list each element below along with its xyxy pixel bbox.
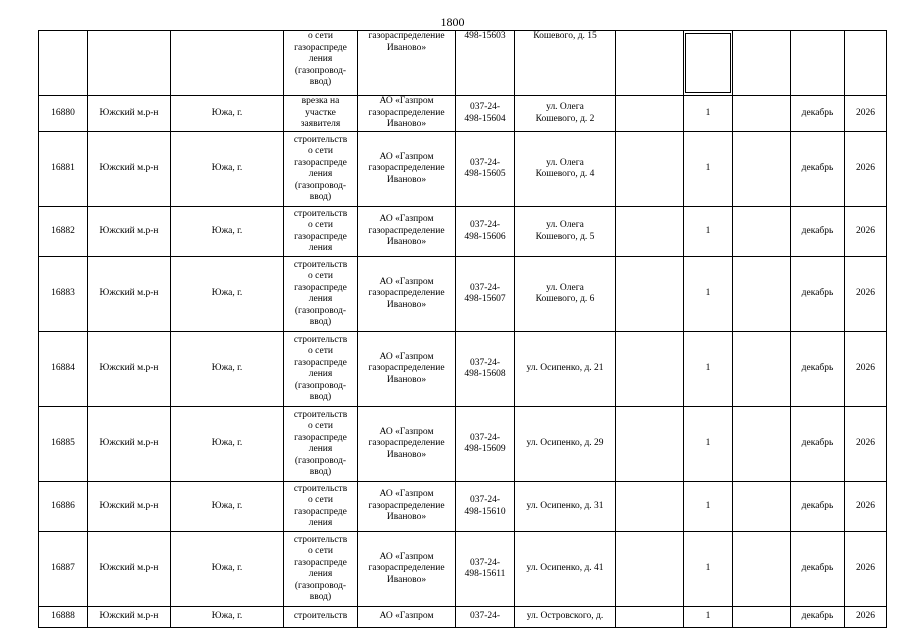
district-cell: Южский м.р-н (88, 407, 171, 482)
district-cell: Южский м.р-н (88, 482, 171, 532)
empty-cell (733, 332, 791, 407)
address-cell: ул. Осипенко, д. 29 (515, 407, 616, 482)
work-type-cell: строительств о сети газораспреде ления (газопровод- ввод) (284, 407, 358, 482)
page-number: 1800 (440, 15, 465, 29)
city-cell: Южа, г. (171, 332, 284, 407)
empty-cell (616, 31, 684, 96)
address-cell: ул. Олега Кошевого, д. 6 (515, 257, 616, 332)
year-cell: 2026 (845, 96, 887, 132)
empty-cell (616, 482, 684, 532)
year-cell (845, 31, 887, 96)
code-cell: 037-24- 498-15608 (456, 332, 515, 407)
number-cell: 16887 (39, 532, 88, 607)
month-cell (791, 31, 845, 96)
table-row (39, 332, 887, 407)
empty-cell (616, 207, 684, 257)
year-cell: 2026 (845, 257, 887, 332)
empty-cell (733, 31, 791, 96)
address-cell: ул. Олега Кошевого, д. 5 (515, 207, 616, 257)
empty-cell (733, 407, 791, 482)
empty-cell (733, 607, 791, 628)
quantity-cell: 1 (684, 132, 733, 207)
table-row (39, 407, 887, 482)
month-cell: декабрь (791, 407, 845, 482)
code-cell: 037-24- 498-15606 (456, 207, 515, 257)
quantity-cell: 1 (684, 482, 733, 532)
city-cell (171, 31, 284, 96)
empty-cell (733, 482, 791, 532)
month-cell: декабрь (791, 132, 845, 207)
empty-cell (616, 407, 684, 482)
code-cell: 037-24- (456, 607, 515, 628)
month-cell: декабрь (791, 532, 845, 607)
year-cell: 2026 (845, 482, 887, 532)
empty-cell (616, 96, 684, 132)
work-type-cell: строительств (284, 607, 358, 628)
city-cell: Южа, г. (171, 532, 284, 607)
quantity-cell (684, 31, 733, 96)
number-cell: 16880 (39, 96, 88, 132)
empty-cell (733, 132, 791, 207)
table-row (39, 132, 887, 207)
table-row (39, 257, 887, 332)
district-cell: Южский м.р-н (88, 96, 171, 132)
address-cell: ул. Осипенко, д. 21 (515, 332, 616, 407)
number-cell: 16881 (39, 132, 88, 207)
district-cell: Южский м.р-н (88, 607, 171, 628)
organization-cell: АО «Газпром газораспределение Иваново» (358, 532, 456, 607)
city-cell: Южа, г. (171, 257, 284, 332)
city-cell: Южа, г. (171, 407, 284, 482)
work-type-cell: строительств о сети газораспреде ления (284, 207, 358, 257)
quantity-cell: 1 (684, 407, 733, 482)
address-cell: ул. Осипенко, д. 41 (515, 532, 616, 607)
district-cell: Южский м.р-н (88, 257, 171, 332)
empty-cell (733, 257, 791, 332)
empty-cell (616, 532, 684, 607)
work-type-cell: строительств о сети газораспреде ления (газопровод- ввод) (284, 132, 358, 207)
number-cell: 16886 (39, 482, 88, 532)
table-row (39, 207, 887, 257)
city-cell: Южа, г. (171, 207, 284, 257)
year-cell: 2026 (845, 607, 887, 628)
month-cell: декабрь (791, 332, 845, 407)
address-cell: ул. Олега Кошевого, д. 2 (515, 96, 616, 132)
number-cell: 16885 (39, 407, 88, 482)
month-cell: декабрь (791, 482, 845, 532)
organization-cell: АО «Газпром газораспределение Иваново» (358, 332, 456, 407)
year-cell: 2026 (845, 532, 887, 607)
number-cell: 16882 (39, 207, 88, 257)
work-type-cell: о сети газораспреде ления (газопровод- ввод) (284, 31, 358, 96)
month-cell: декабрь (791, 96, 845, 132)
district-cell: Южский м.р-н (88, 132, 171, 207)
city-cell: Южа, г. (171, 482, 284, 532)
address-cell: ул. Островского, д. (515, 607, 616, 628)
work-type-cell: врезка на участке заявителя (284, 96, 358, 132)
work-type-cell: строительств о сети газораспреде ления (284, 482, 358, 532)
code-cell: 037-24- 498-15607 (456, 257, 515, 332)
empty-cell (616, 607, 684, 628)
month-cell: декабрь (791, 207, 845, 257)
organization-cell: АО «Газпром газораспределение Иваново» (358, 482, 456, 532)
table-row (39, 482, 887, 532)
quantity-cell: 1 (684, 607, 733, 628)
organization-cell: АО «Газпром газораспределение Иваново» (358, 132, 456, 207)
quantity-cell: 1 (684, 207, 733, 257)
number-cell: 16884 (39, 332, 88, 407)
code-cell: 037-24- 498-15604 (456, 96, 515, 132)
quantity-cell: 1 (684, 332, 733, 407)
table-row (39, 96, 887, 132)
district-cell: Южский м.р-н (88, 532, 171, 607)
city-cell: Южа, г. (171, 607, 284, 628)
empty-cell (733, 532, 791, 607)
gas-connection-table (38, 30, 887, 628)
address-cell: ул. Олега Кошевого, д. 4 (515, 132, 616, 207)
table-row (39, 31, 887, 96)
quantity-cell: 1 (684, 96, 733, 132)
quantity-cell: 1 (684, 257, 733, 332)
code-cell: 037-24- 498-15605 (456, 132, 515, 207)
empty-cell (733, 96, 791, 132)
year-cell: 2026 (845, 332, 887, 407)
code-cell: 037-24- 498-15610 (456, 482, 515, 532)
organization-cell: АО «Газпром газораспределение Иваново» (358, 207, 456, 257)
organization-cell: газораспределение Иваново» (358, 31, 456, 96)
empty-box (685, 33, 731, 93)
month-cell: декабрь (791, 607, 845, 628)
district-cell: Южский м.р-н (88, 332, 171, 407)
number-cell: 16888 (39, 607, 88, 628)
year-cell: 2026 (845, 407, 887, 482)
code-cell: 037-24- 498-15611 (456, 532, 515, 607)
empty-cell (733, 207, 791, 257)
city-cell: Южа, г. (171, 132, 284, 207)
empty-cell (616, 132, 684, 207)
year-cell: 2026 (845, 207, 887, 257)
organization-cell: АО «Газпром газораспределение Иваново» (358, 407, 456, 482)
address-cell: ул. Осипенко, д. 31 (515, 482, 616, 532)
quantity-cell: 1 (684, 532, 733, 607)
work-type-cell: строительств о сети газораспреде ления (газопровод- ввод) (284, 532, 358, 607)
table-row (39, 532, 887, 607)
organization-cell: АО «Газпром (358, 607, 456, 628)
month-cell: декабрь (791, 257, 845, 332)
empty-cell (616, 332, 684, 407)
work-type-cell: строительств о сети газораспреде ления (газопровод- ввод) (284, 332, 358, 407)
empty-cell (616, 257, 684, 332)
work-type-cell: строительств о сети газораспреде ления (газопровод- ввод) (284, 257, 358, 332)
code-cell: 037-24- 498-15609 (456, 407, 515, 482)
district-cell (88, 31, 171, 96)
organization-cell: АО «Газпром газораспределение Иваново» (358, 257, 456, 332)
address-cell: Кошевого, д. 15 (515, 31, 616, 96)
city-cell: Южа, г. (171, 96, 284, 132)
number-cell: 16883 (39, 257, 88, 332)
district-cell: Южский м.р-н (88, 207, 171, 257)
year-cell: 2026 (845, 132, 887, 207)
organization-cell: АО «Газпром газораспределение Иваново» (358, 96, 456, 132)
code-cell: 498-15603 (456, 31, 515, 96)
table-row (39, 607, 887, 628)
number-cell (39, 31, 88, 96)
